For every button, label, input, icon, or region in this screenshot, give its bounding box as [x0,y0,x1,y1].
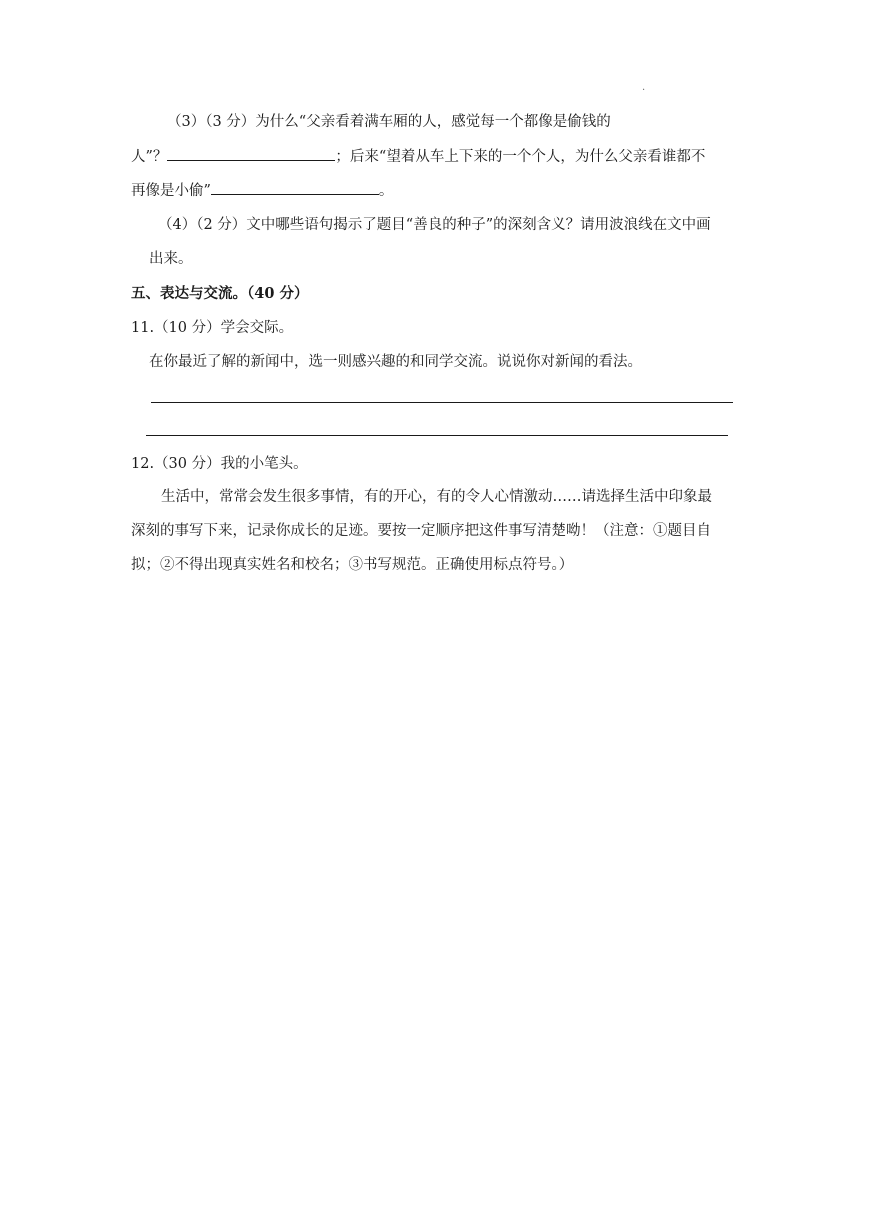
q12-title: 12.（30 分）我的小笔头。 [131,456,308,472]
q3-line-1 [167,112,611,132]
q12-line-1: 生活中，常常会发生很多事情，有的开心，有的令人心情激动……请选择生活中印象最 [161,489,712,505]
q12-line-2: 深刻的事写下来，记录你成长的足迹。要按一定顺序把这件事写清楚呦！（注意：①题目自 [131,523,711,539]
q4-line-2 [149,249,193,269]
q3-text-3-prefix: 再像是小偷” [131,183,211,199]
q4-text-2: 出来。 [149,251,193,267]
q3-text-2-prefix: 人”？ [131,149,168,165]
q12-line-3: 拟；②不得出现真实姓名和校名；③书写规范。正确使用标点符号。） [131,557,574,573]
q3-answer-blank-2[interactable] [211,180,379,195]
q3-text-2-suffix: ；后来“望着从车上下来的一个个人，为什么父亲看谁都不 [335,149,706,165]
q11-prompt: 在你最近了解的新闻中，选一则感兴趣的和同学交流。说说你对新闻的看法。 [149,354,642,370]
q11-answer-line-2[interactable] [146,435,728,436]
q11-answer-line-1[interactable] [151,402,733,403]
q3-line-2 [131,146,705,167]
q3-line-3 [131,180,393,201]
section-5-title: 五、表达与交流。（40 分） [131,285,309,302]
q4-text-1: （4）（2 分）文中哪些语句揭示了题目“善良的种子”的深刻含义？请用波浪线在文中画 [158,217,711,233]
q3-answer-blank-1[interactable] [167,146,335,161]
q3-text-3-suffix: 。 [378,183,394,199]
header-dot: . [642,82,646,93]
q4-line-1 [158,215,711,235]
q11-title: 11.（10 分）学会交际。 [131,320,294,336]
q3-text-1: （3）（3 分）为什么“父亲看着满车厢的人，感觉每一个都像是偷钱的 [167,114,611,130]
